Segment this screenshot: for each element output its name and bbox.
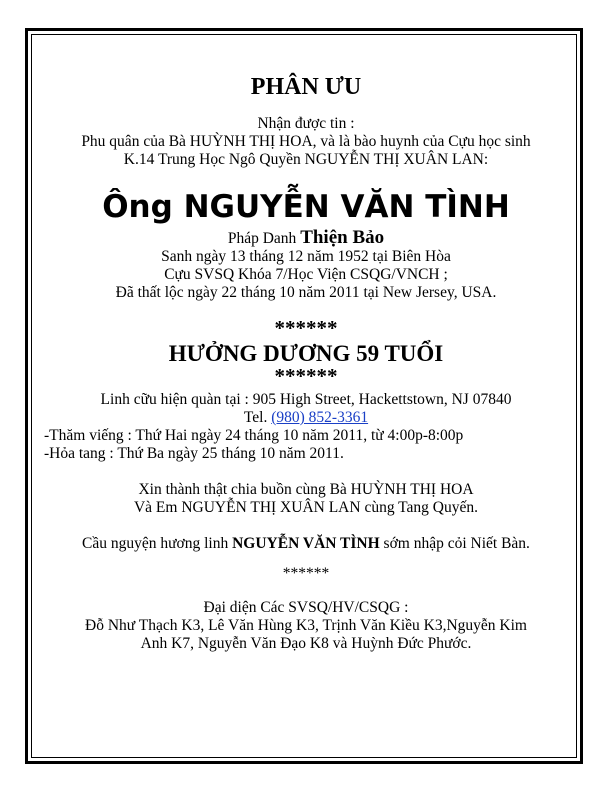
phone-label: Tel. [243, 409, 268, 426]
intro-line-3: K.14 Trung Học Ngô Quyền NGUYỄN THỊ XUÂN LAN: [123, 151, 489, 168]
funeral-details [36, 391, 576, 463]
service-line: Cựu SVSQ Khóa 7/Học Viện CSQG/VNCH ; [164, 266, 448, 283]
intro-block [36, 115, 576, 169]
representatives-line-2: Anh K7, Nguyễn Văn Đạo K8 và Huỳnh Đức Phước. [140, 635, 472, 652]
dharma-name: Thiện Bảo [300, 227, 385, 248]
intro-line-1: Nhận được tin : [257, 115, 355, 132]
condolence-line-1: Xin thành thật chia buồn cùng Bà HUỲNH THỊ HOA [138, 481, 474, 498]
visitation-line: -Thăm viếng : Thứ Hai ngày 24 tháng 10 năm 2011, từ 4:00p-8:00p [44, 427, 464, 444]
phone-link[interactable]: (980) 852-3361 [271, 409, 369, 426]
passed-line: Đã thất lộc ngày 22 tháng 10 năm 2011 tại New Jersey, USA. [115, 284, 497, 301]
age-heading: HƯỞNG DƯƠNG 59 TUỔI [168, 341, 444, 366]
intro-line-2: Phu quân của Bà HUỲNH THỊ HOA, và là bào huynh của Cựu học sinh [81, 133, 531, 150]
deceased-details [36, 229, 576, 302]
prayer-line [36, 535, 576, 553]
condolence-block [36, 481, 576, 517]
prayer-after: sớm nhập cỏi Niết Bàn. [383, 535, 530, 552]
prayer-name: NGUYỄN VĂN TÌNH [232, 535, 380, 552]
funeral-location: Linh cữu hiện quàn tại : 905 High Street, Hackettstown, NJ 07840 [100, 391, 512, 408]
obituary-notice [36, 34, 576, 653]
cremation-line: -Hỏa tang : Thứ Ba ngày 25 tháng 10 năm 2011. [44, 445, 344, 462]
birth-line: Sanh ngày 13 tháng 12 năm 1952 tại Biên Hòa [161, 248, 451, 265]
dharma-prefix: Pháp Danh [227, 230, 297, 247]
separator-stars-1: ****** [274, 316, 338, 340]
separator-stars-2: ****** [274, 364, 338, 388]
condolence-line-2: Và Em NGUYỄN THỊ XUÂN LAN cùng Tang Quyến. [133, 499, 479, 516]
representatives-line-1: Đỗ Như Thạch K3, Lê Văn Hùng K3, Trịnh Văn Kiều K3,Nguyễn Kim [85, 617, 527, 634]
representatives-block [36, 599, 576, 653]
dharma-name-line [36, 229, 576, 248]
notice-title: PHÂN ƯU [250, 74, 362, 100]
deceased-name: Ông NGUYỄN VĂN TÌNH [102, 189, 510, 225]
phone-line [36, 409, 576, 427]
representatives-heading: Đại diện Các SVSQ/HV/CSQG : [203, 599, 409, 616]
prayer-block [36, 535, 576, 553]
separator-stars-3: ****** [282, 565, 330, 582]
prayer-before: Cầu nguyện hương linh [82, 535, 229, 552]
